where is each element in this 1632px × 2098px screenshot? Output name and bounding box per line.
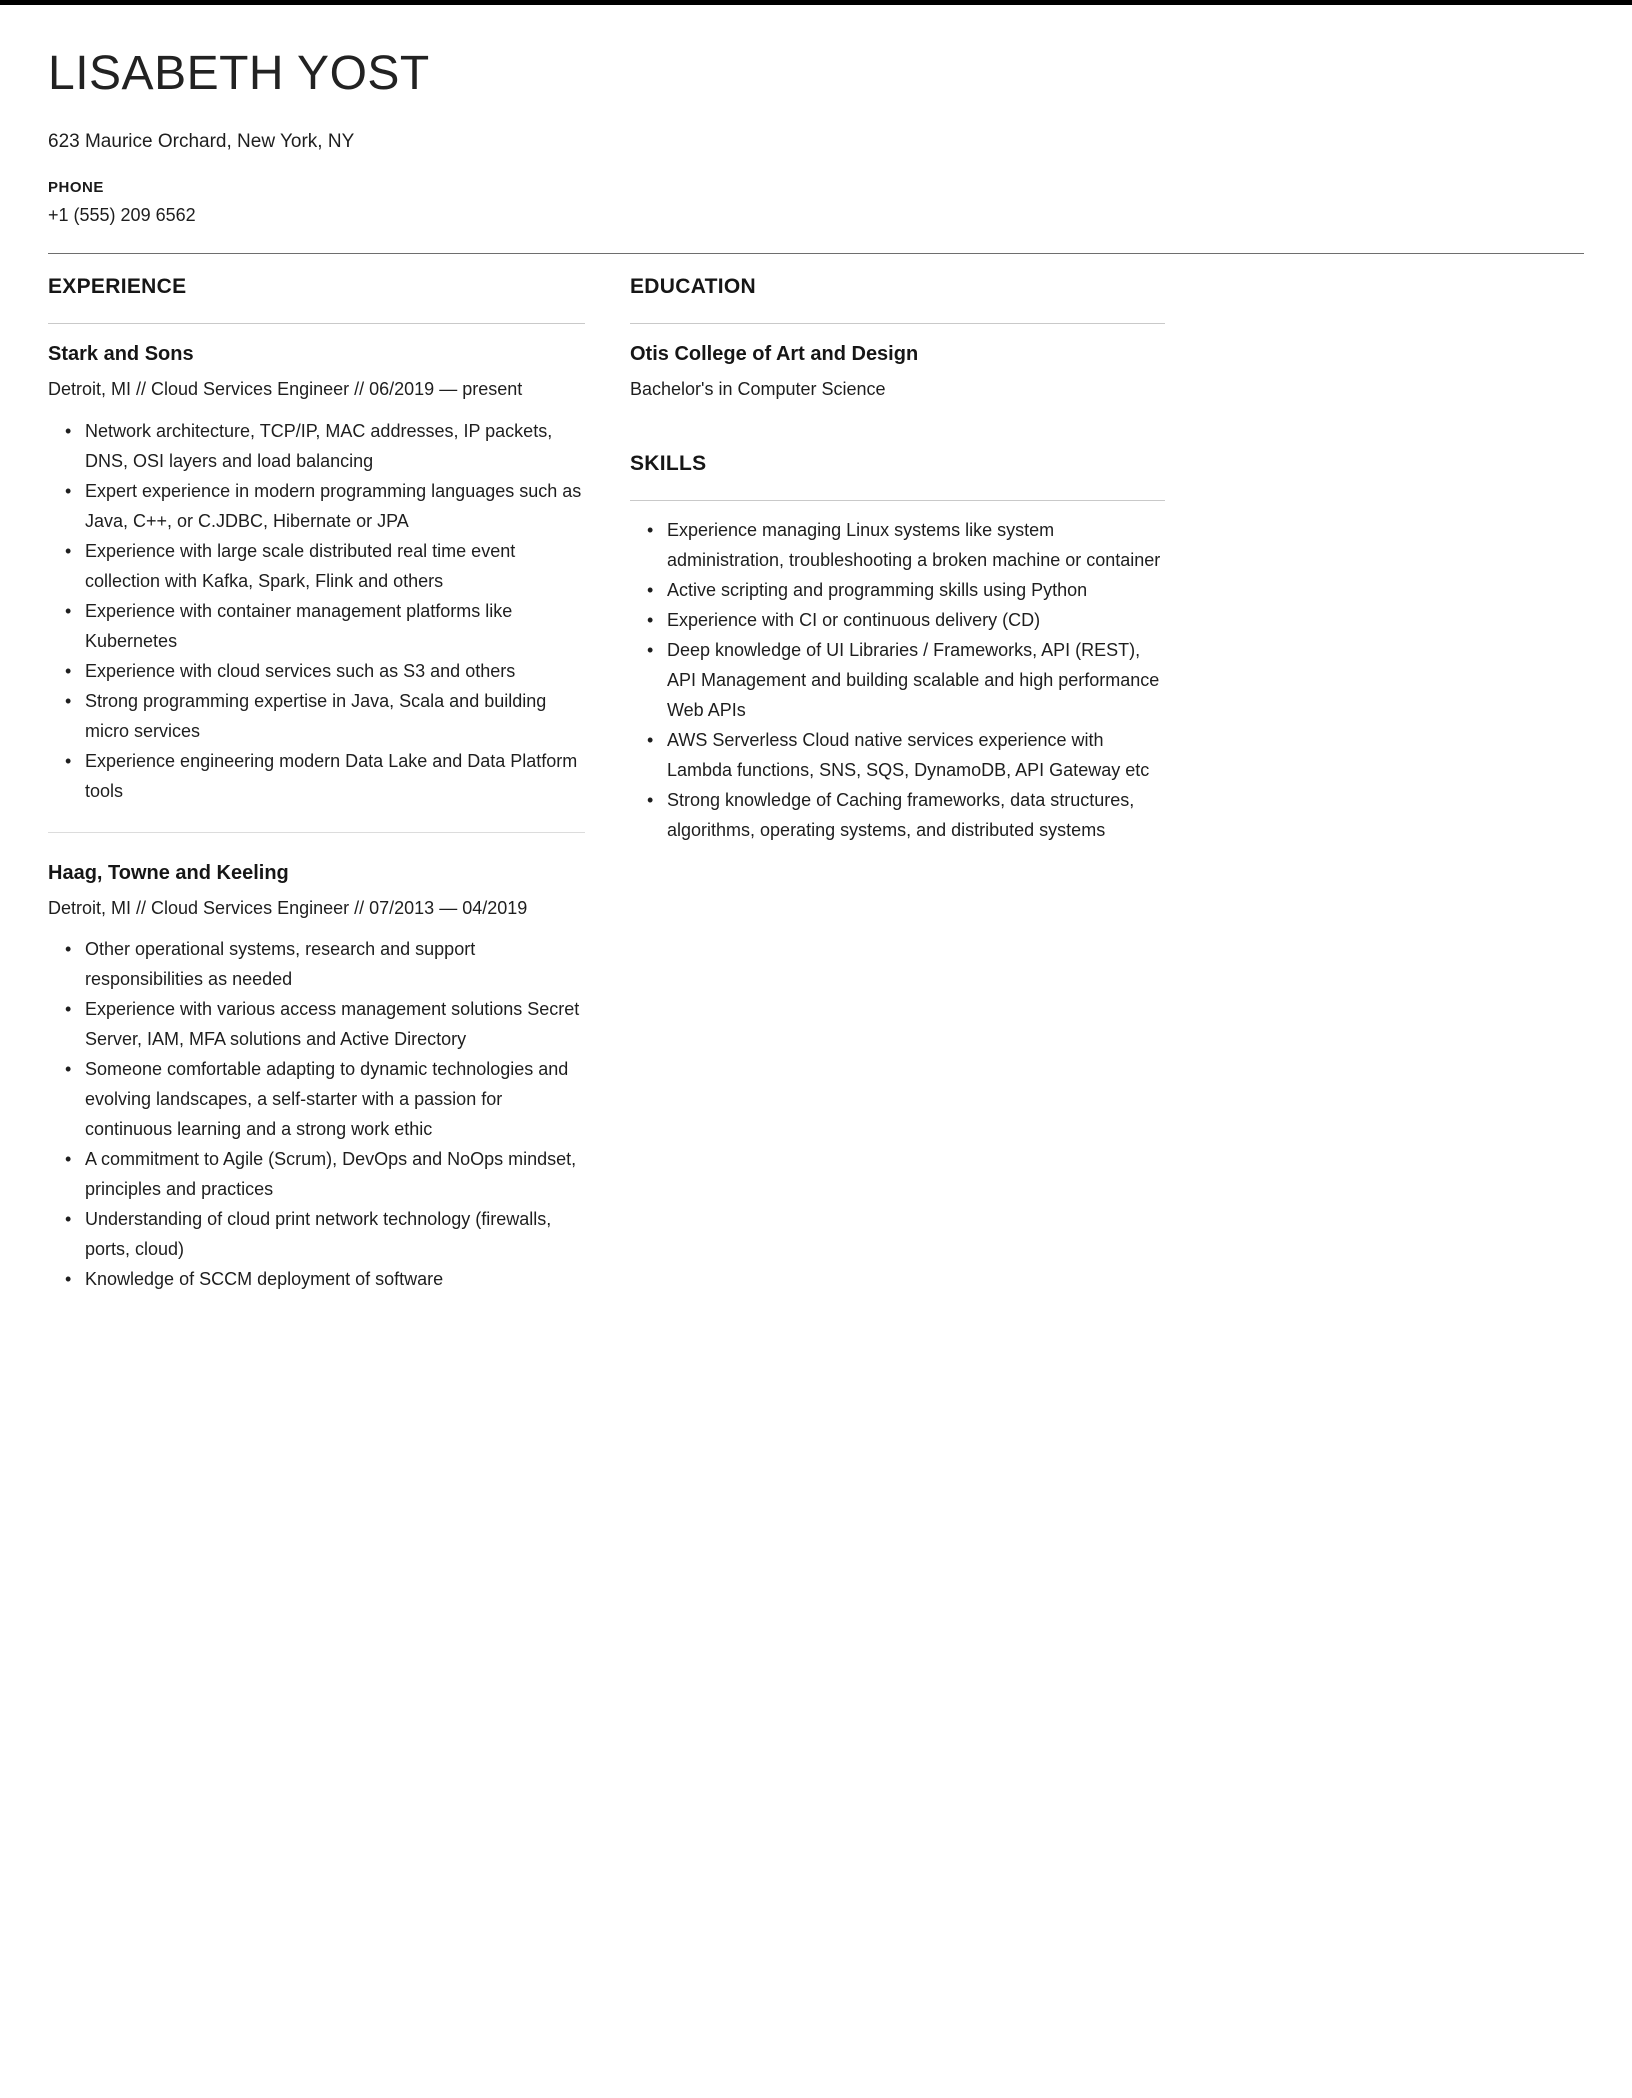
resume-header bbox=[0, 5, 1632, 226]
job-bullet: • Someone comfortable adapting to dynamic technologies and evolving landscapes, a self-starter with a passion for continuous learning and a strong work ethic bbox=[48, 1054, 585, 1144]
phone-number: +1 (555) 209 6562 bbox=[48, 205, 196, 226]
skill-bullet: • Strong knowledge of Caching frameworks, data structures, algorithms, operating systems, and distributed systems bbox=[630, 785, 1165, 845]
job-bullet: • Network architecture, TCP/IP, MAC addresses, IP packets, DNS, OSI layers and load balancing bbox=[48, 416, 585, 476]
phone-label: PHONE bbox=[48, 179, 104, 197]
job-meta: Detroit, MI // Cloud Services Engineer // 06/2019 — present bbox=[48, 379, 523, 400]
job-bullet: • A commitment to Agile (Scrum), DevOps and NoOps mindset, principles and practices bbox=[48, 1144, 585, 1204]
job-entry-stark-and-sons bbox=[48, 324, 585, 805]
experience-section bbox=[48, 275, 585, 1294]
job-bullet: • Experience with cloud services such as S3 and others bbox=[48, 656, 585, 686]
job-bullet: • Experience with various access management solutions Secret Server, IAM, MFA solutions and Active Directory bbox=[48, 994, 585, 1054]
candidate-name: LISABETH YOST bbox=[48, 47, 430, 100]
skill-bullet: • Active scripting and programming skills using Python bbox=[630, 575, 1165, 605]
job-bullet-list bbox=[48, 416, 585, 806]
education-entry bbox=[630, 324, 1165, 401]
job-bullet: • Knowledge of SCCM deployment of software bbox=[48, 1264, 585, 1294]
resume-columns bbox=[0, 254, 1632, 1354]
company-name: Haag, Towne and Keeling bbox=[48, 861, 289, 884]
skill-bullet: • Experience managing Linux systems like system administration, troubleshooting a broken machine or container bbox=[630, 515, 1165, 575]
job-meta: Detroit, MI // Cloud Services Engineer // 07/2013 — 04/2019 bbox=[48, 897, 528, 918]
job-bullet: • Expert experience in modern programming languages such as Java, C++, or C.JDBC, Hibernate or JPA bbox=[48, 476, 585, 536]
job-bullet: • Other operational systems, research and support responsibilities as needed bbox=[48, 934, 585, 994]
right-column bbox=[630, 275, 1165, 845]
job-bullet: • Experience engineering modern Data Lake and Data Platform tools bbox=[48, 746, 585, 806]
candidate-address: 623 Maurice Orchard, New York, NY bbox=[48, 131, 355, 153]
resume-page bbox=[0, 5, 1632, 1354]
company-name: Stark and Sons bbox=[48, 343, 194, 366]
experience-heading: EXPERIENCE bbox=[48, 275, 585, 324]
left-column bbox=[48, 275, 585, 1294]
skills-heading: SKILLS bbox=[630, 452, 1165, 501]
education-section bbox=[630, 275, 1165, 401]
job-entry-haag-towne-keeling bbox=[48, 832, 585, 1294]
job-bullet: • Understanding of cloud print network technology (firewalls, ports, cloud) bbox=[48, 1204, 585, 1264]
job-bullet: • Experience with large scale distributed real time event collection with Kafka, Spark, Flink and others bbox=[48, 536, 585, 596]
job-bullet: • Strong programming expertise in Java, Scala and building micro services bbox=[48, 686, 585, 746]
job-bullet: • Experience with container management platforms like Kubernetes bbox=[48, 596, 585, 656]
job-bullet-list bbox=[48, 934, 585, 1294]
school-name: Otis College of Art and Design bbox=[630, 343, 919, 366]
skill-bullet: • AWS Serverless Cloud native services experience with Lambda functions, SNS, SQS, DynamoDB, API Gateway etc bbox=[630, 725, 1165, 785]
skills-bullet-list bbox=[630, 501, 1165, 845]
education-heading: EDUCATION bbox=[630, 275, 1165, 324]
skill-bullet: • Deep knowledge of UI Libraries / Frameworks, API (REST), API Management and building scalable and high performance Web APIs bbox=[630, 635, 1165, 725]
skill-bullet: • Experience with CI or continuous delivery (CD) bbox=[630, 605, 1165, 635]
skills-section bbox=[630, 452, 1165, 845]
degree: Bachelor's in Computer Science bbox=[630, 379, 886, 400]
